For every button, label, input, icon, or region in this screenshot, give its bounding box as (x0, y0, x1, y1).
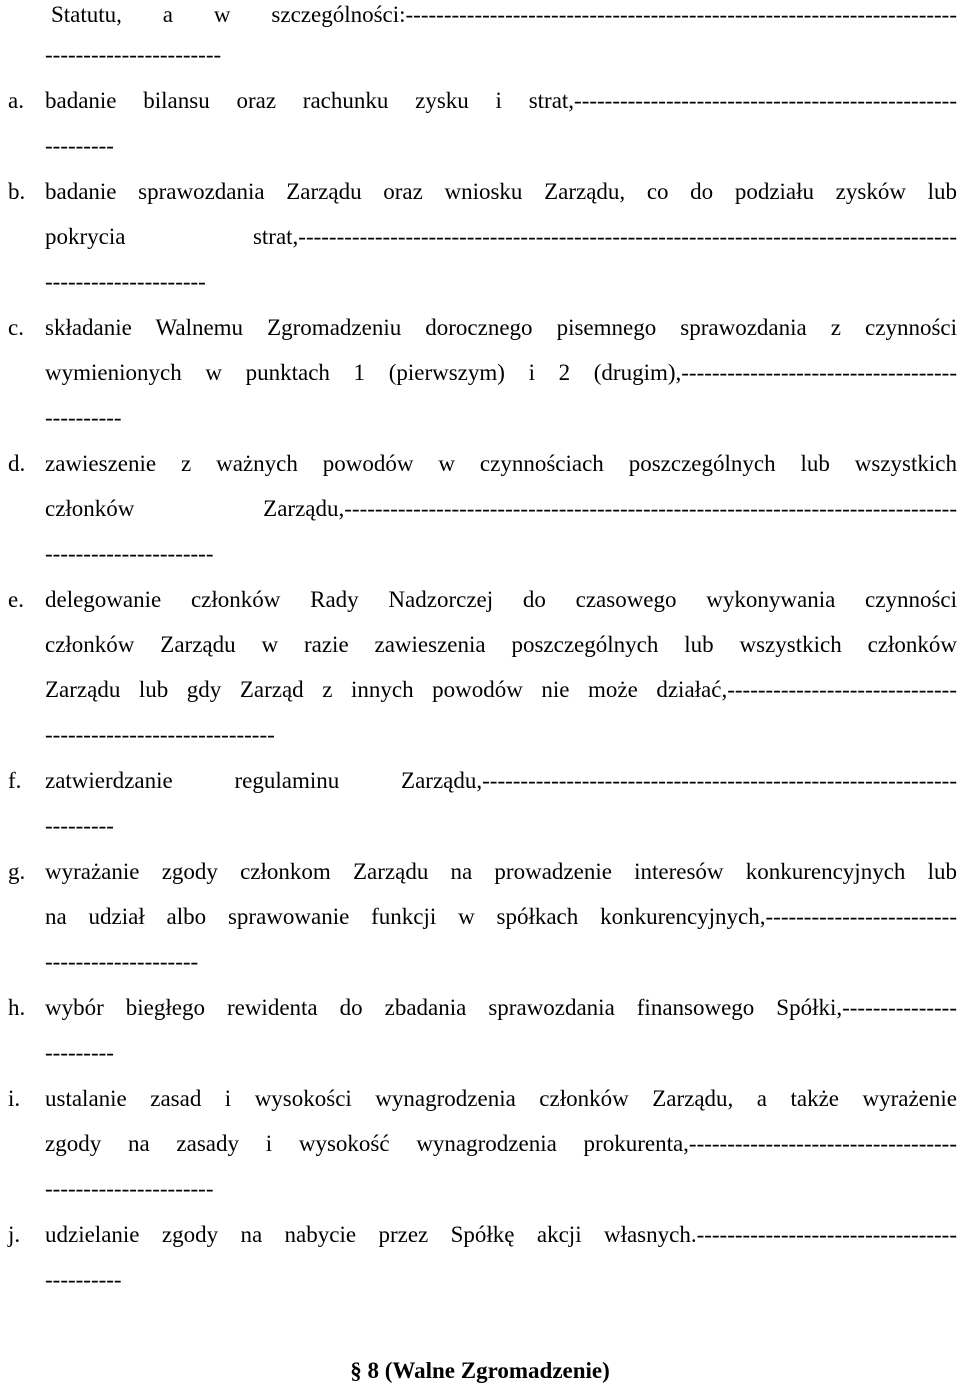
list-item-i-line: ustalanie zasad i wysokości wynagrodzenia członków Zarządu, a także wyrażenie (45, 1086, 957, 1111)
list-item-b-line: pokrycia strat,-------------------------------------------------------------------------------------- (45, 224, 957, 249)
list-item-e-line: ------------------------------ (45, 722, 275, 747)
list-item-c-line: ---------- (45, 405, 122, 430)
list-item-f-line: --------- (45, 813, 114, 838)
list-item-g-line: -------------------- (45, 949, 199, 974)
intro-line: Statutu, a w szczególności:------------------------------------------------------------------------ (51, 2, 957, 27)
list-item-j-line: udzielanie zgody na nabycie przez Spółkę akcji własnych.---------------------------------- (45, 1222, 957, 1247)
section-heading: § 8 (Walne Zgromadzenie) (350, 1358, 610, 1383)
list-marker-e: e. (8, 587, 24, 612)
intro-line-continuation: ----------------------- (45, 42, 222, 67)
list-item-i-line: ---------------------- (45, 1176, 214, 1201)
list-marker-a: a. (8, 88, 24, 113)
list-marker-i: i. (8, 1086, 21, 1111)
list-item-i-line: zgody na zasady i wysokość wynagrodzenia prokurenta,----------------------------------- (45, 1131, 957, 1156)
list-marker-j: j. (8, 1222, 21, 1247)
list-item-d-line: członków Zarządu,-------------------------------------------------------------------------------- (45, 496, 957, 521)
list-item-b-line: --------------------- (45, 269, 206, 294)
list-item-b-line: badanie sprawozdania Zarządu oraz wniosku Zarządu, co do podziału zysków lub (45, 179, 957, 204)
list-marker-d: d. (8, 451, 26, 476)
list-item-h-line: --------- (45, 1040, 114, 1065)
list-item-g-line: na udział albo sprawowanie funkcji w spółkach konkurencyjnych,------------------------- (45, 904, 957, 929)
list-item-g-line: wyrażanie zgody członkom Zarządu na prowadzenie interesów konkurencyjnych lub (45, 859, 957, 884)
list-item-e-line: delegowanie członków Rady Nadzorczej do czasowego wykonywania czynności (45, 587, 957, 612)
list-item-a-line: --------- (45, 133, 114, 158)
list-item-a-line: badanie bilansu oraz rachunku zysku i strat,-------------------------------------------------- (45, 88, 957, 113)
list-item-j-line: ---------- (45, 1267, 122, 1292)
list-item-e-line: członków Zarządu w razie zawieszenia poszczególnych lub wszystkich członków (45, 632, 957, 657)
list-marker-f: f. (8, 768, 22, 793)
list-item-f-line: zatwierdzanie regulaminu Zarządu,-------------------------------------------------------------- (45, 768, 957, 793)
list-item-d-line: zawieszenie z ważnych powodów w czynnościach poszczególnych lub wszystkich (45, 451, 957, 476)
list-marker-c: c. (8, 315, 24, 340)
list-item-h-line: wybór biegłego rewidenta do zbadania sprawozdania finansowego Spółki,--------------- (45, 995, 957, 1020)
list-marker-b: b. (8, 179, 26, 204)
list-marker-g: g. (8, 859, 26, 884)
list-item-d-line: ---------------------- (45, 541, 214, 566)
list-item-c-line: składanie Walnemu Zgromadzeniu dorocznego pisemnego sprawozdania z czynności (45, 315, 957, 340)
list-item-e-line: Zarządu lub gdy Zarząd z innych powodów nie może działać,------------------------------ (45, 677, 957, 702)
list-item-c-line: wymienionych w punktach 1 (pierwszym) i 2 (drugim),------------------------------------ (45, 360, 957, 385)
list-marker-h: h. (8, 995, 26, 1020)
